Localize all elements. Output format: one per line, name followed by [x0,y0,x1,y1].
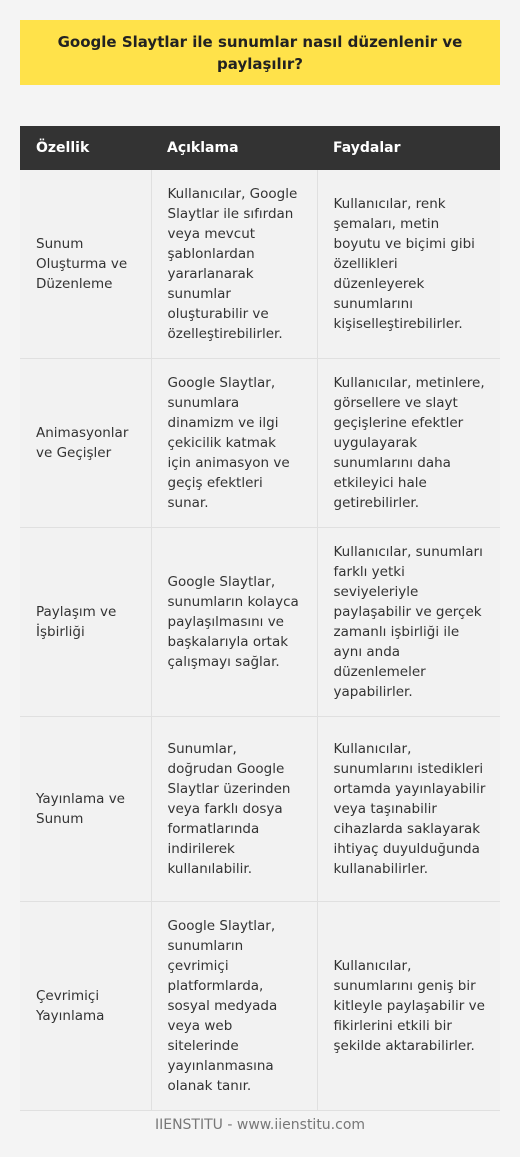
footer-credit: IIENSTITU - www.iienstitu.com [154,1117,366,1133]
table-row [20,528,500,717]
description-cell: Kullanıcılar, Google Slaytlar ile sıfırdan veya mevcut şablonlardan yararlanarak sunumlar oluşturabilir ve özelleştirebilirler. [151,170,317,359]
header-feature: Özellik [20,126,151,170]
table-row [20,170,500,359]
table-row [20,717,500,902]
description-cell: Google Slaytlar, sunumlara dinamizm ve ilgi çekicilik katmak için animasyon ve geçiş efektleri sunar. [151,359,317,528]
table-header-row [20,126,500,170]
feature-cell: Çevrimiçi Yayınlama [20,902,151,1111]
feature-cell: Paylaşım ve İşbirliği [20,528,151,717]
title-banner [20,20,500,85]
description-cell: Google Slaytlar, sunumların çevrimiçi platformlarda, sosyal medyada veya web sitelerinde yayınlanmasına olanak tanır. [151,902,317,1111]
description-cell: Google Slaytlar, sunumların kolayca paylaşılmasını ve başkalarıyla ortak çalışmayı sağlar. [151,528,317,717]
feature-cell: Yayınlama ve Sunum [20,717,151,902]
header-benefits: Faydalar [317,126,500,170]
benefit-cell: Kullanıcılar, sunumlarını geniş bir kitleyle paylaşabilir ve fikirlerini etkili bir şekilde aktarabilirler. [317,902,500,1111]
header-description: Açıklama [151,126,317,170]
table-row [20,902,500,1111]
table-row [20,359,500,528]
benefit-cell: Kullanıcılar, metinlere, görsellere ve slayt geçişlerine efektler uygulayarak sunumlarını daha etkileyici hale getirebilirler. [317,359,500,528]
feature-cell: Sunum Oluşturma ve Düzenleme [20,170,151,359]
benefit-cell: Kullanıcılar, sunumlarını istedikleri ortamda yayınlayabilir veya taşınabilir cihazlarda saklayarak ihtiyaç duyulduğunda kullanabilirler. [317,717,500,902]
comparison-table [20,126,500,1111]
benefit-cell: Kullanıcılar, sunumları farklı yetki seviyeleriyle paylaşabilir ve gerçek zamanlı işbirliği ile aynı anda düzenlemeler yapabilirler. [317,528,500,717]
benefit-cell: Kullanıcılar, renk şemaları, metin boyutu ve biçimi gibi özellikleri düzenleyerek sunumlarını kişiselleştirebilirler. [317,170,500,359]
page-title: Google Slaytlar ile sunumlar nasıl düzenlenir ve paylaşılır? [57,32,463,73]
description-cell: Sunumlar, doğrudan Google Slaytlar üzerinden veya farklı dosya formatlarında indirilerek kullanılabilir. [151,717,317,902]
feature-cell: Animasyonlar ve Geçişler [20,359,151,528]
